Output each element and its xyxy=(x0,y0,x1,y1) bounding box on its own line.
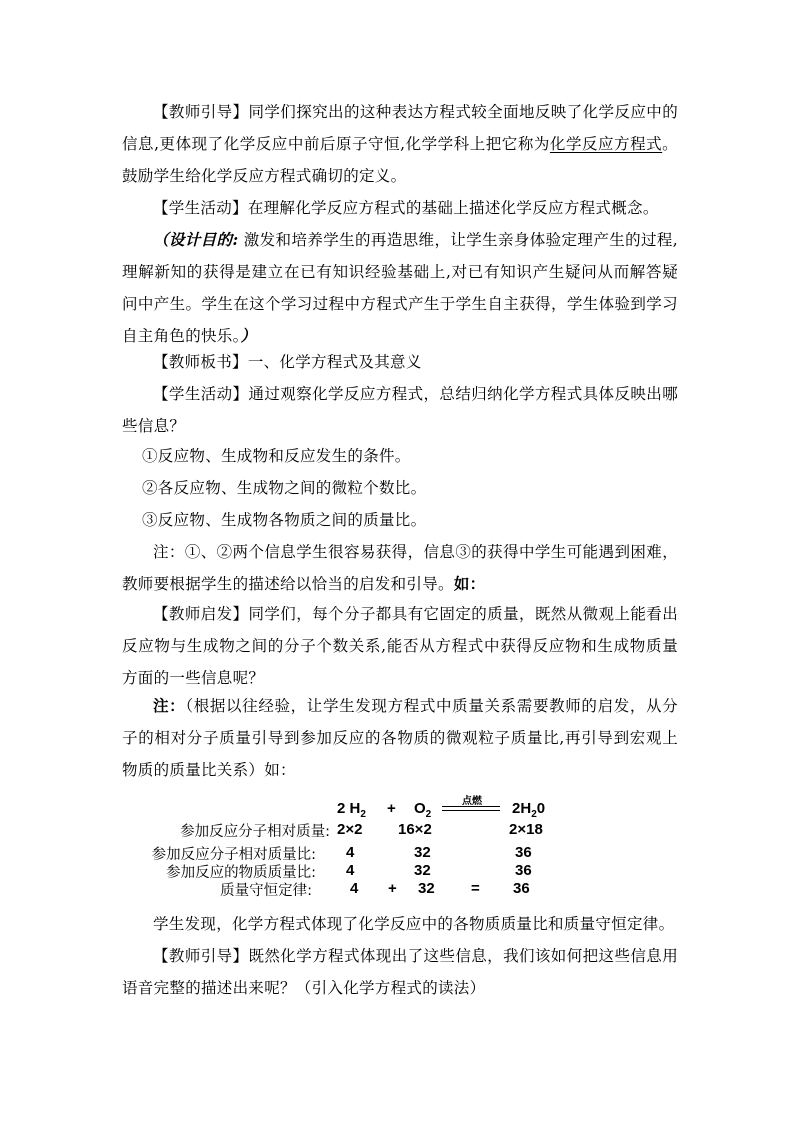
term-chemical-equation: 化学反应方程式 xyxy=(549,135,663,153)
cell-b: 32 xyxy=(414,844,431,861)
paragraph-text: 注：①、②两个信息学生很容易获得，信息③的获得中学生可能遇到困难，教师要根据学生的描述给以恰当的启发和引导。 xyxy=(122,543,678,593)
cell-c: 36 xyxy=(515,862,532,879)
tag: 【教师引导】 xyxy=(153,947,249,965)
paragraph-student-activity-2 xyxy=(122,378,678,442)
paragraph-text: 既然化学方程式体现出了这些信息，我们该如何把这些信息用语音完整的描述出来呢？（引入化学方程式的读法） xyxy=(122,947,678,997)
list-item: ②各反应物、生成物之间的微粒个数比。 xyxy=(142,479,427,497)
plus-sign: + xyxy=(387,800,396,817)
tag: 【学生活动】 xyxy=(153,385,249,403)
cell-a: 2×2 xyxy=(337,821,363,838)
cell-a: 4 xyxy=(346,862,355,879)
paragraph-text: 在理解化学反应方程式的基础上描述化学反应方程式概念。 xyxy=(247,199,659,217)
paragraph-note-1 xyxy=(122,536,678,600)
plus-sign: + xyxy=(388,880,397,897)
row-label: 参加反应的物质质量比: xyxy=(166,865,316,881)
paragraph-teacher-board xyxy=(122,346,678,378)
paragraph-text: 学生发现，化学方程式体现了化学反应中的各物质质量比和质量守恒定律。 xyxy=(153,915,675,933)
tag: 【学生活动】 xyxy=(153,199,248,217)
cell-a: 4 xyxy=(350,880,359,897)
design-purpose-close: ） xyxy=(240,326,257,345)
row-label: 参加反应分子相对质量比: xyxy=(151,847,316,863)
row-label: 参加反应分子相对质量: xyxy=(180,824,330,840)
paragraph-text: 同学们探究出的这种表达方程式较全面地反映了化学反应中的信息,更体现了化学反应中前后原子守恒,化学学科上把它称为 xyxy=(122,103,678,153)
product-h2o: $2H_20$ xyxy=(512,800,546,820)
equals-bar-bottom xyxy=(442,810,500,811)
paragraph-teacher-guide-2 xyxy=(122,940,678,1004)
equals-sign: = xyxy=(471,880,480,897)
reactant-h2: 2 $H_2$ xyxy=(337,800,366,820)
tag: 【教师板书】 xyxy=(153,353,248,371)
paragraph-student-discover xyxy=(122,908,678,940)
cell-b: 16×2 xyxy=(398,821,432,838)
paragraph-teacher-guide-1 xyxy=(122,96,678,192)
paragraph-text: 通过观察化学反应方程式，总结归纳化学方程式具体反映出哪些信息？ xyxy=(122,385,678,435)
paragraph-text: 一、化学方程式及其意义 xyxy=(247,353,422,371)
cell-a: 4 xyxy=(346,844,355,861)
paragraph-student-activity-1 xyxy=(122,192,678,224)
note-label: 注： xyxy=(153,696,186,715)
paragraph-text: （根据以往经验，让学生发现方程式中质量关系需要教师的启发，从分子的相对分子质量引导到参加反应的各物质的微观粒子质量比,再引导到宏观上物质的质量比关系）如： xyxy=(122,697,678,779)
cell-b: 32 xyxy=(418,880,435,897)
paragraph-design-purpose xyxy=(122,224,678,352)
design-purpose-label: （设计目的: xyxy=(153,230,239,249)
row-label: 质量守恒定律: xyxy=(220,883,312,899)
paragraph-teacher-inspire xyxy=(122,598,678,694)
paragraph-bold: 如： xyxy=(453,574,486,593)
equals-bar-top xyxy=(442,806,500,807)
paragraph-note-2 xyxy=(122,690,678,786)
cell-c: 36 xyxy=(513,880,530,897)
paragraph-text: 同学们，每个分子都具有它固定的质量，既然从微观上能看出反应物与生成物之间的分子个数关系,能否从方程式中获得反应物和生成物质量方面的一些信息呢？ xyxy=(122,605,678,687)
list-item: ①反应物、生成物和反应发生的条件。 xyxy=(142,447,411,465)
paragraph-tail: 。鼓励学生给化学反应方程式确切的定义。 xyxy=(122,135,678,185)
paragraph-text: 激发和培养学生的再造思维，让学生亲身体验定理产生的过程,理解新知的获得是建立在已有知识经验基础上,对已有知识产生疑问从而解答疑问中产生。学生在这个学习过程中方程式产生于学生自主获得，学生体验到学习自主角色的快乐。 xyxy=(122,231,678,345)
cell-b: 32 xyxy=(414,862,431,879)
reactant-o2: $O_2$ xyxy=(414,800,432,820)
reaction-condition: 点燃 xyxy=(462,796,482,807)
cell-c: 36 xyxy=(515,844,532,861)
list-item: ③反应物、生成物各物质之间的质量比。 xyxy=(142,511,427,529)
tag: 【教师引导】 xyxy=(153,103,249,121)
tag: 【教师启发】 xyxy=(153,605,249,623)
cell-c: 2×18 xyxy=(509,821,543,838)
